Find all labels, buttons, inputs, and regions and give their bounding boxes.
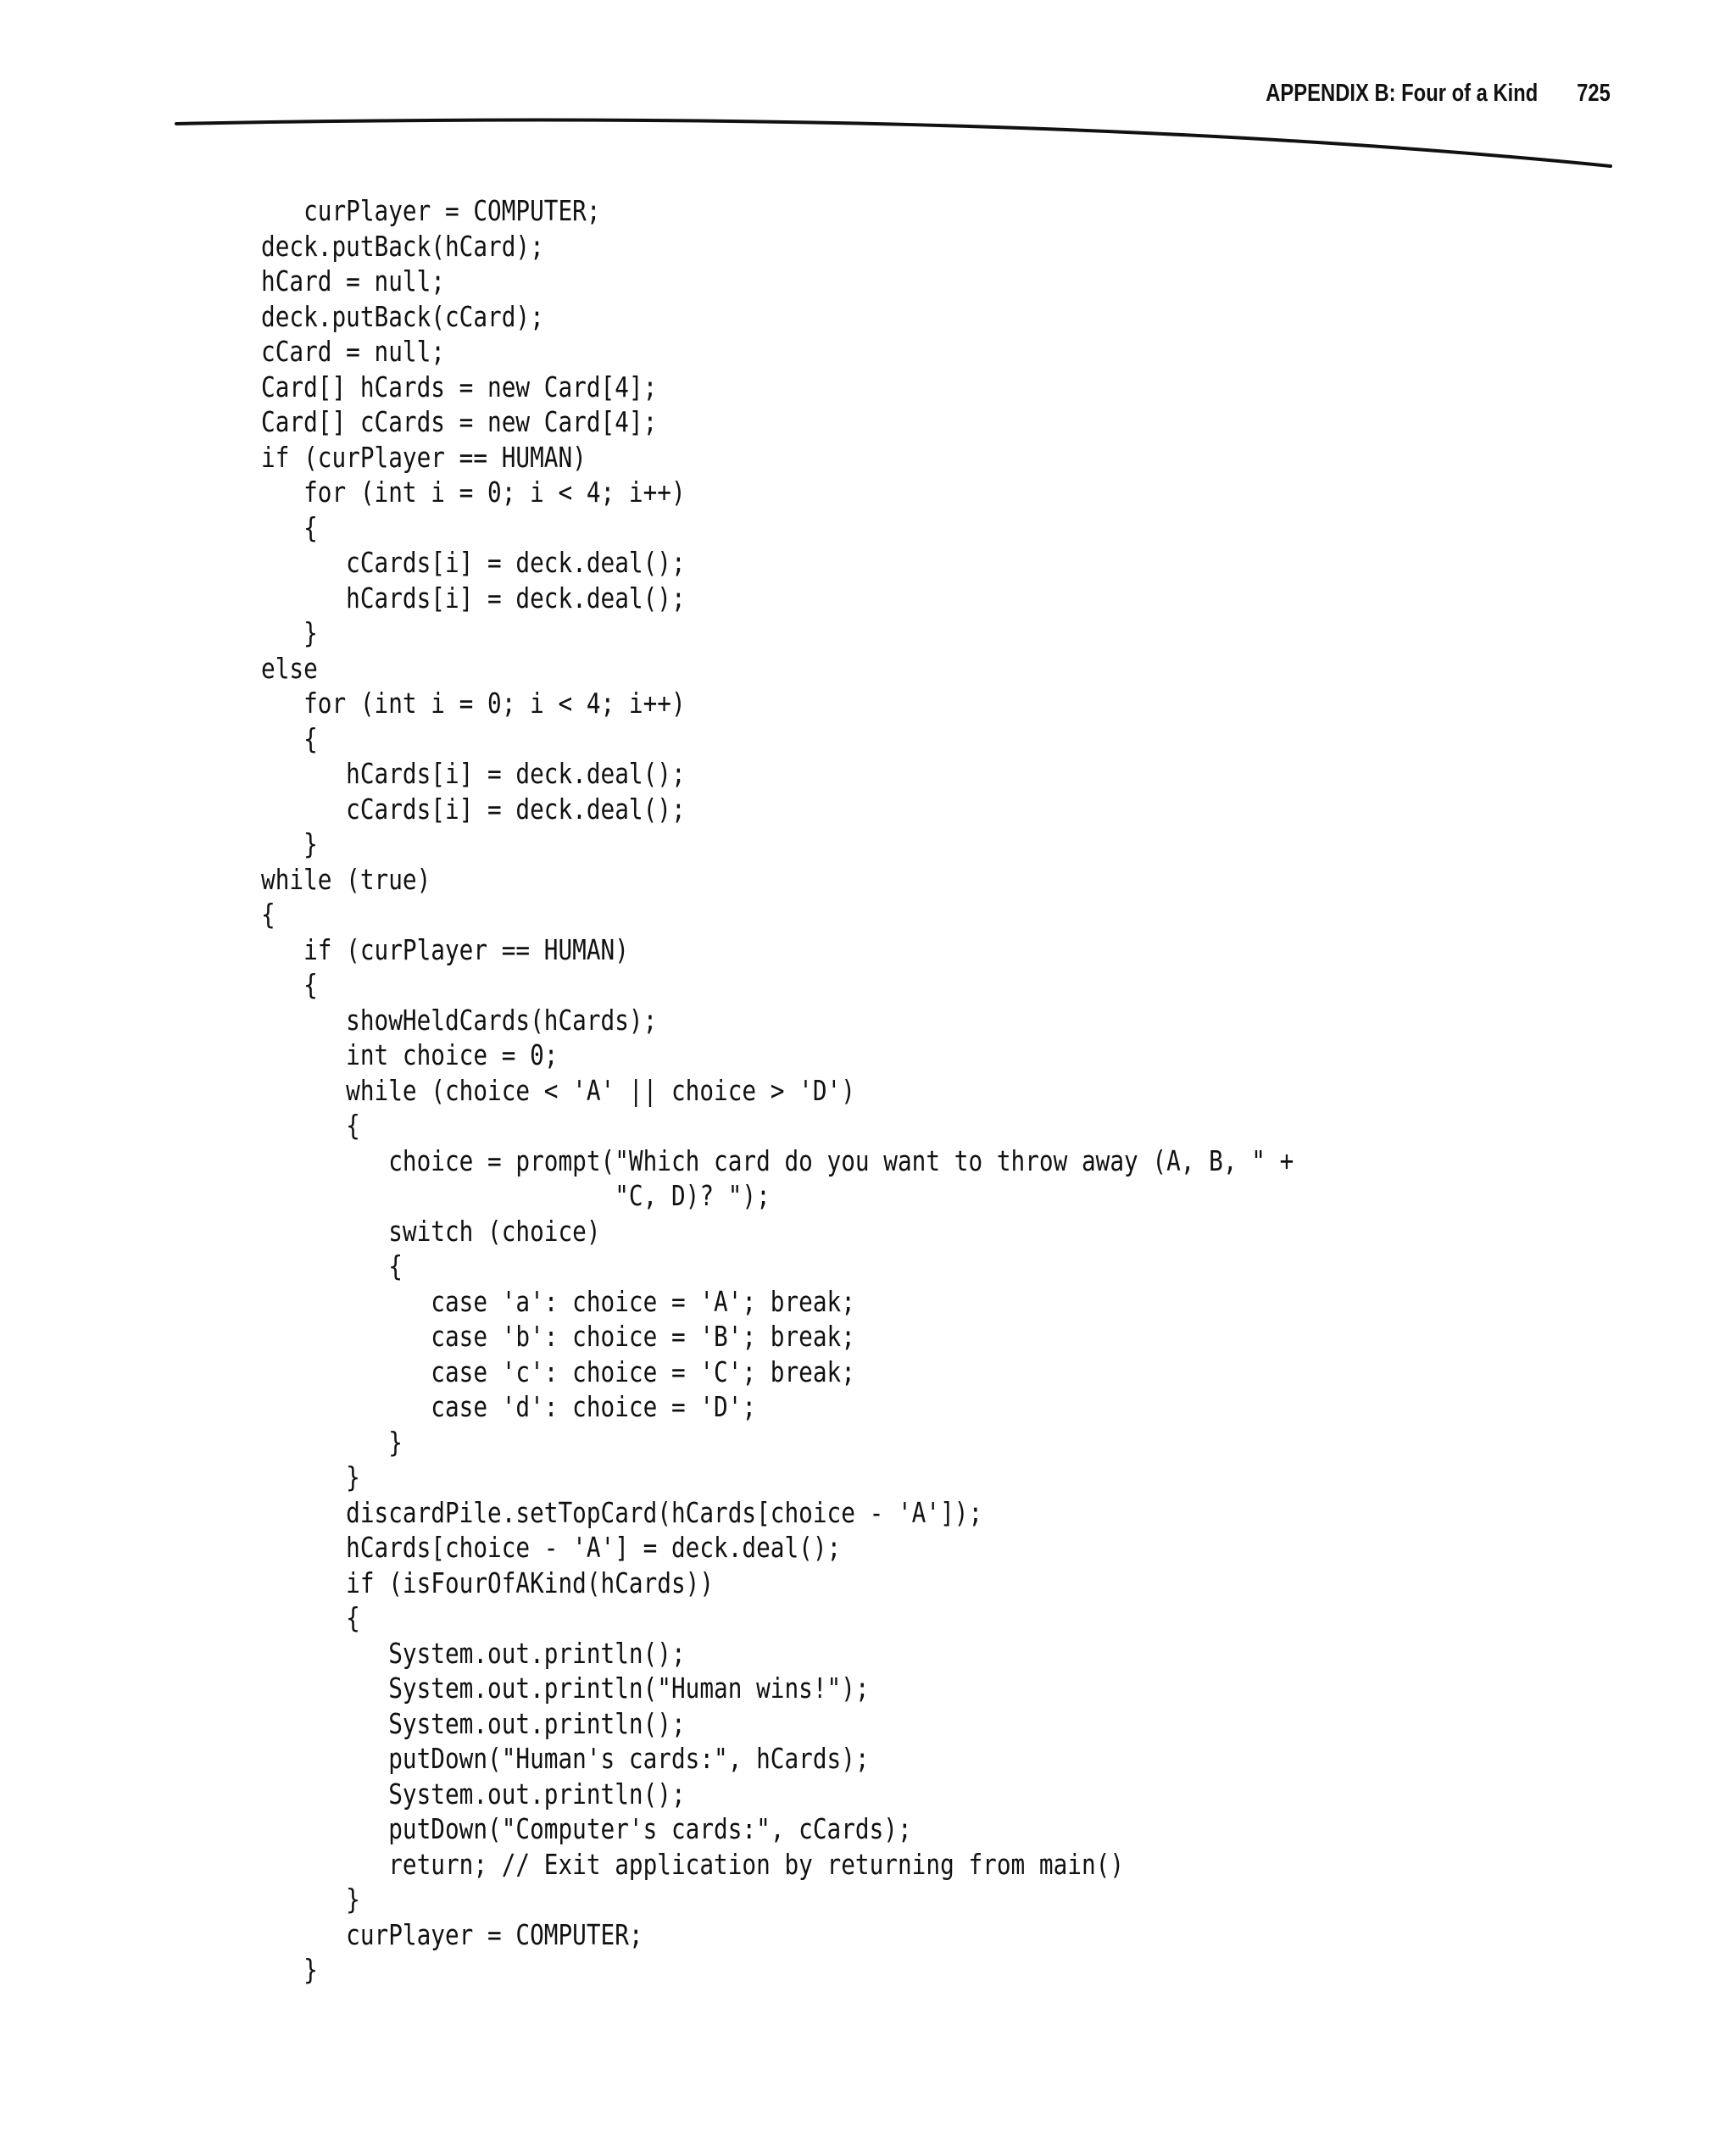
code-line: } (261, 1883, 360, 1916)
code-line: case 'c': choice = 'C'; break; (261, 1354, 855, 1388)
code-line: hCard = null; (261, 264, 445, 298)
code-line: hCards[choice - 'A'] = deck.deal(); (261, 1531, 842, 1564)
code-line: for (int i = 0; i < 4; i++) (261, 687, 686, 720)
code-listing (261, 193, 1294, 1988)
code-line: { (261, 510, 318, 544)
code-line: putDown("Computer's cards:", cCards); (261, 1812, 912, 1845)
code-line: curPlayer = COMPUTER; (261, 1917, 643, 1951)
code-line: switch (choice) (261, 1214, 601, 1248)
code-line: System.out.println(); (261, 1706, 686, 1740)
code-line: hCards[i] = deck.deal(); (261, 581, 686, 615)
code-line: curPlayer = COMPUTER; (261, 194, 601, 227)
code-line: cCards[i] = deck.deal(); (261, 792, 686, 826)
code-line: deck.putBack(hCard); (261, 229, 544, 263)
code-line: } (261, 1953, 318, 1986)
code-line: { (261, 898, 275, 931)
code-line: discardPile.setTopCard(hCards[choice - 'A']); (261, 1495, 983, 1529)
code-line: cCard = null; (261, 335, 445, 368)
code-line: showHeldCards(hCards); (261, 1003, 658, 1037)
code-line: } (261, 827, 318, 860)
code-line: choice = prompt("Which card do you want to throw away (A, B, " + (261, 1143, 1294, 1177)
code-line: case 'a': choice = 'A'; break; (261, 1284, 855, 1318)
code-line: if (curPlayer == HUMAN) (261, 932, 629, 966)
code-line: System.out.println(); (261, 1777, 686, 1811)
page-number: 725 (1577, 80, 1611, 107)
code-line: case 'd': choice = 'D'; (261, 1390, 757, 1423)
code-line: while (choice < 'A' || choice > 'D') (261, 1073, 855, 1107)
code-line: while (true) (261, 862, 431, 896)
code-line: cCards[i] = deck.deal(); (261, 546, 686, 579)
code-line: { (261, 721, 318, 755)
code-line: Card[] cCards = new Card[4]; (261, 405, 658, 438)
code-line: { (261, 1109, 360, 1142)
code-line: for (int i = 0; i < 4; i++) (261, 476, 686, 509)
code-line: if (isFourOfAKind(hCards)) (261, 1566, 715, 1599)
code-line: } (261, 1460, 360, 1494)
code-line: { (261, 1601, 360, 1634)
section-title: APPENDIX B: Four of a Kind (1266, 80, 1538, 107)
code-line: deck.putBack(cCard); (261, 299, 544, 333)
code-line: { (261, 1249, 403, 1282)
code-line: case 'b': choice = 'B'; break; (261, 1320, 855, 1353)
code-line: } (261, 1425, 403, 1459)
code-line: System.out.println("Human wins!"); (261, 1672, 870, 1705)
code-line: return; // Exit application by returning from main() (261, 1847, 1125, 1881)
header-rule (0, 0, 1736, 186)
code-line: int choice = 0; (261, 1038, 559, 1071)
code-line: } (261, 616, 318, 649)
code-line: hCards[i] = deck.deal(); (261, 757, 686, 790)
code-line: "C, D)? "); (261, 1179, 771, 1212)
code-line: Card[] hCards = new Card[4]; (261, 370, 658, 403)
code-line: System.out.println(); (261, 1636, 686, 1670)
code-line: { (261, 968, 318, 1001)
code-line: putDown("Human's cards:", hCards); (261, 1742, 870, 1775)
code-line: if (curPlayer == HUMAN) (261, 440, 587, 474)
code-line: else (261, 651, 318, 685)
